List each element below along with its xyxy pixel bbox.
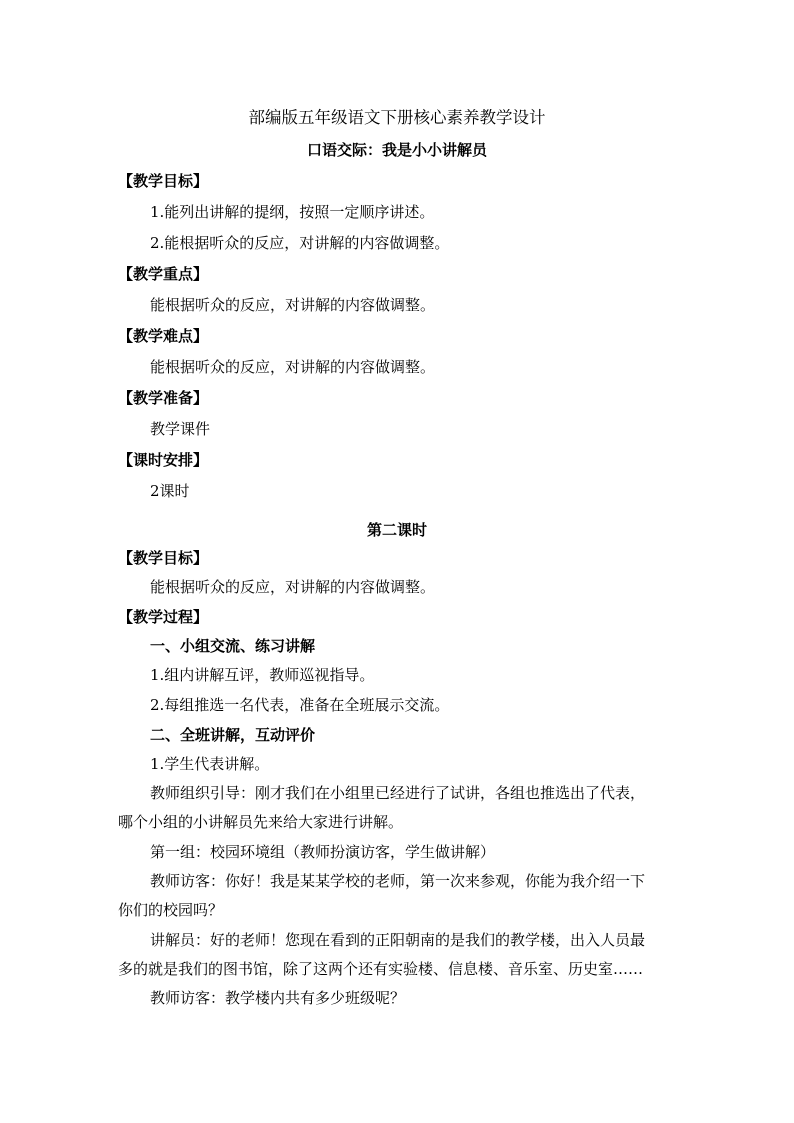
lesson-two-title: 第二课时 — [366, 521, 427, 539]
guide-paragraph-line2: 哪个小组的小讲解员先来给大家进行讲解。 — [118, 813, 404, 831]
section-heading-difficulties: 【教学难点】 — [118, 327, 209, 345]
document-title: 部编版五年级语文下册核心素养教学设计 — [248, 108, 546, 127]
group-one-text: 第一组：校园环境组（教师扮演访客，学生做讲解） — [150, 843, 496, 861]
section-heading-key-points: 【教学重点】 — [118, 265, 209, 283]
guide-answer-line2: 多的就是我们的图书馆，除了这两个还有实验楼、信息楼、音乐室、历史室…… — [118, 960, 644, 978]
process-part1-heading: 一、小组交流、练习讲解 — [150, 637, 316, 655]
process-part1-item2: 2.每组推选一名代表，准备在全班展示交流。 — [150, 696, 450, 714]
section-heading-schedule: 【课时安排】 — [118, 451, 209, 469]
schedule-text: 2课时 — [150, 482, 190, 500]
visitor-question-line1: 教师访客：你好！我是某某学校的老师，第一次来参观，你能为我介绍一下 — [150, 872, 646, 890]
goal-item-1: 1.能列出讲解的提纲，按照一定顺序讲述。 — [150, 203, 435, 221]
visitor-question-line2: 你们的校园吗？ — [118, 901, 224, 919]
process-part2-heading: 二、全班讲解，互动评价 — [150, 726, 316, 744]
process-part2-item1: 1.学生代表讲解。 — [150, 755, 270, 773]
visitor-question-2: 教师访客：教学楼内共有多少班级呢？ — [150, 989, 406, 1007]
goal-item-2: 2.能根据听众的反应，对讲解的内容做调整。 — [150, 234, 450, 252]
section-heading-teaching-goals: 【教学目标】 — [118, 172, 209, 190]
lesson-two-goal-text: 能根据听众的反应，对讲解的内容做调整。 — [150, 578, 436, 596]
guide-answer-line1: 讲解员：好的老师！您现在看到的正阳朝南的是我们的教学楼，出入人员最 — [150, 931, 646, 949]
section-heading-preparation: 【教学准备】 — [118, 389, 209, 407]
lesson-two-heading-goals: 【教学目标】 — [118, 549, 209, 567]
document-subtitle: 口语交际：我是小小讲解员 — [306, 141, 487, 159]
guide-paragraph-line1: 教师组织引导：刚才我们在小组里已经进行了试讲，各组也推选出了代表， — [150, 784, 646, 802]
preparation-text: 教学课件 — [150, 420, 211, 438]
process-part1-item1: 1.组内讲解互评，教师巡视指导。 — [150, 666, 375, 684]
difficulties-text: 能根据听众的反应，对讲解的内容做调整。 — [150, 358, 436, 376]
lesson-two-heading-process: 【教学过程】 — [118, 608, 209, 626]
key-points-text: 能根据听众的反应，对讲解的内容做调整。 — [150, 296, 436, 314]
